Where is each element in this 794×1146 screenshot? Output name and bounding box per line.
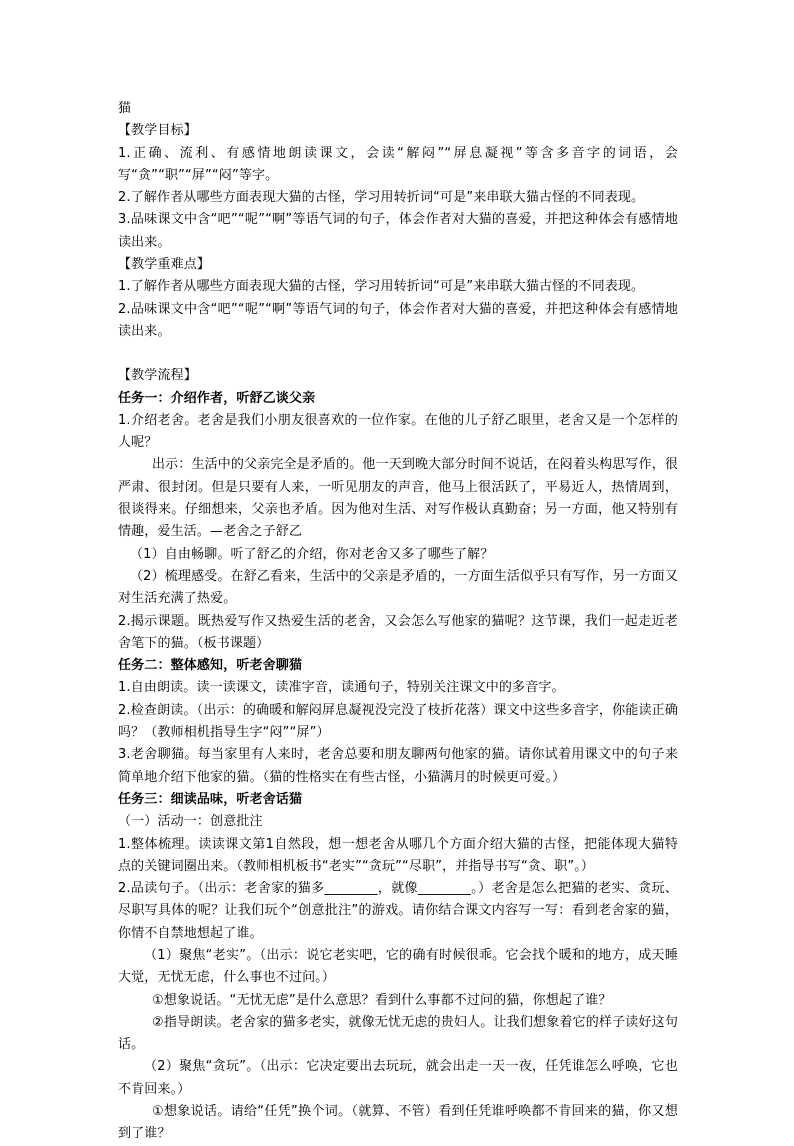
- document-page: [118, 98, 678, 1146]
- task3-subpoint: （2）聚焦“贪玩”。（出示：它决定要出去玩玩，就会出走一天一夜，任凭谁怎么呼唤，它也不肯回来。）: [118, 1059, 678, 1097]
- task3-step: ①想象说话。“无忧无虑”是什么意思？看到什么事都不过问的猫，你想起了谁？: [152, 992, 612, 1008]
- activity-heading: （一）活动一：创意批注: [118, 814, 263, 830]
- goal-item: 3.品味课文中含“吧”“呢”“啊”等语气词的句子，体会作者对大猫的喜爱，并把这种体会有感情地读出来。: [118, 212, 678, 250]
- task3-paragraph: 1.整体梳理。读读课文第1自然段，想一想老舍从哪几个方面介绍大猫的古怪，把能体现大猫特点的关键词圈出来。（教师相机板书“老实”“贪玩”“尽职”，并指导书写“贪、职”。）: [118, 836, 678, 874]
- text-fragment: 。）老舍是怎么把猫的老实、贪玩、尽职写具体的呢？让我们玩个“创意批注”的游戏。请你结合课文内容写一写：看到老舍家的猫，你情不自禁地想起了谁。: [118, 881, 678, 941]
- fill-blank: ________: [417, 881, 472, 897]
- key-point-item: 2.品味课文中含“吧”“呢”“啊”等语气词的句子，体会作者对大猫的喜爱，并把这种体会有感情地读出来。: [118, 301, 678, 339]
- task3-title: 任务三：细读品味，听老舍话猫: [118, 791, 303, 807]
- task3-step: ②指导朗读。老舍家的猫多老实，就像无忧无虑的贵妇人。让我们想象着它的样子读好这句话。: [118, 1014, 678, 1053]
- document-title: 猫: [118, 101, 132, 116]
- text-fragment: ，就像: [377, 881, 418, 897]
- task3-step: ①想象说话。请给“任凭”换个词。（就算、不管）看到任凭谁呼唤都不肯回来的猫，你又想到了谁？: [118, 1104, 678, 1142]
- task1-paragraph: 1.介绍老舍。老舍是我们小朋友很喜欢的一位作家。在他的儿子舒乙眼里，老舍又是一个怎样的人呢？: [118, 412, 678, 451]
- task1-paragraph: 2.揭示课题。既热爱写作又热爱生活的老舍，又会怎么写他家的猫呢？这节课，我们一起走近老舍笔下的猫。（板书课题）: [118, 613, 678, 651]
- task2-paragraph: 1.自由朗读。读一读课文，读准字音，读通句子，特别关注课文中的多音字。: [118, 680, 565, 696]
- key-points-heading: 【教学重难点】: [118, 257, 211, 273]
- task1-question: （2）梳理感受。在舒乙看来，生活中的父亲是矛盾的，一方面生活似乎只有写作，另一方面又对生活充满了热爱。: [118, 568, 678, 607]
- task3-subpoint: （1）聚焦“老实”。（出示：说它老实吧，它的确有时候很乖。它会找个暖和的地方，成天睡大觉，无忧无虑，什么事也不过问。）: [118, 947, 678, 986]
- task2-title: 任务二：整体感知，听老舍聊猫: [118, 658, 303, 674]
- task2-paragraph: 2.检查朗读。（出示：的确暖和解闷屏息凝视没完没了枝折花落）课文中这些多音字，你能读正确吗？（教师相机指导生字“闷”“屏”）: [118, 702, 678, 741]
- goal-item: 2.了解作者从哪些方面表现大猫的古怪，学习用转折词“可是”来串联大猫古怪的不同表现。: [118, 190, 645, 206]
- goal-item: 1.正确、流利、有感情地朗读课文，会读“解闷”“屏息凝视”等含多音字的词语，会写“贪”“职”“屏”“闷”等字。: [118, 145, 678, 183]
- task1-question: （1）自由畅聊。听了舒乙的介绍，你对老舍又多了哪些了解？: [130, 546, 494, 562]
- text-fragment: 2.品读句子。（出示：老舍家的猫多: [118, 881, 325, 897]
- process-heading: 【教学流程】: [118, 368, 197, 384]
- task1-title: 任务一：介绍作者，听舒乙谈父亲: [118, 390, 316, 406]
- task3-fill-in-paragraph: [118, 878, 678, 945]
- goals-heading: 【教学目标】: [118, 123, 197, 139]
- key-point-item: 1.了解作者从哪些方面表现大猫的古怪，学习用转折词“可是”来串联大猫古怪的不同表现。: [118, 279, 645, 295]
- fill-blank: ________: [324, 881, 378, 897]
- spacer: [118, 343, 678, 365]
- task1-quote: 出示：生活中的父亲完全是矛盾的。他一天到晚大部分时间不说话，在闷着头构思写作，很严肃、很封闭。但是只要有人来，一听见朋友的声音，他马上很活跃了，平易近人，热情周到，很谈得来。仔细想来，父亲也矛盾。因为他对生活、对写作极认真勤奋；另一方面，他又特别有情趣，爱生活。—老舍之子舒乙: [118, 457, 679, 540]
- task2-paragraph: 3.老舍聊猫。每当家里有人来时，老舍总要和朋友聊两句他家的猫。请你试着用课文中的句子来简单地介绍下他家的猫。（猫的性格实在有些古怪，小猫满月的时候更可爱。）: [118, 747, 678, 785]
